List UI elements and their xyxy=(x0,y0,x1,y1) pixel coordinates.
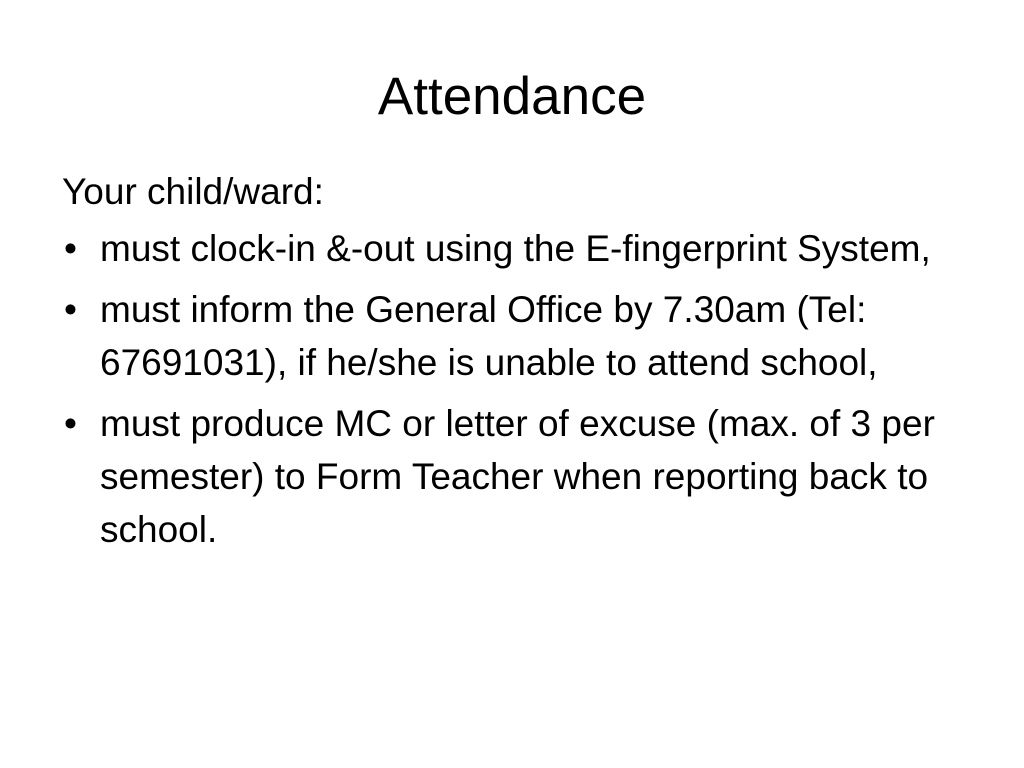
bullet-text: must produce MC or letter of excuse (max. of 3 per semester) to Form Teacher when reporting back to school. xyxy=(100,403,935,550)
bullet-list xyxy=(62,222,962,556)
intro-text: Your child/ward: xyxy=(62,171,324,212)
bullet-item-clock-in xyxy=(62,222,962,275)
slide-body xyxy=(62,165,962,564)
bullet-dot-icon: • xyxy=(64,228,77,269)
bullet-item-produce-mc xyxy=(62,397,962,556)
bullet-text: must clock-in &-out using the E-fingerprint System, xyxy=(100,228,931,269)
slide-title: Attendance xyxy=(377,67,647,126)
bullet-text: must inform the General Office by 7.30am (Tel: 67691031), if he/she is unable to attend school, xyxy=(100,289,878,383)
bullet-item-inform-office xyxy=(62,283,962,389)
bullet-dot-icon: • xyxy=(64,289,77,330)
bullet-dot-icon: • xyxy=(64,403,77,444)
